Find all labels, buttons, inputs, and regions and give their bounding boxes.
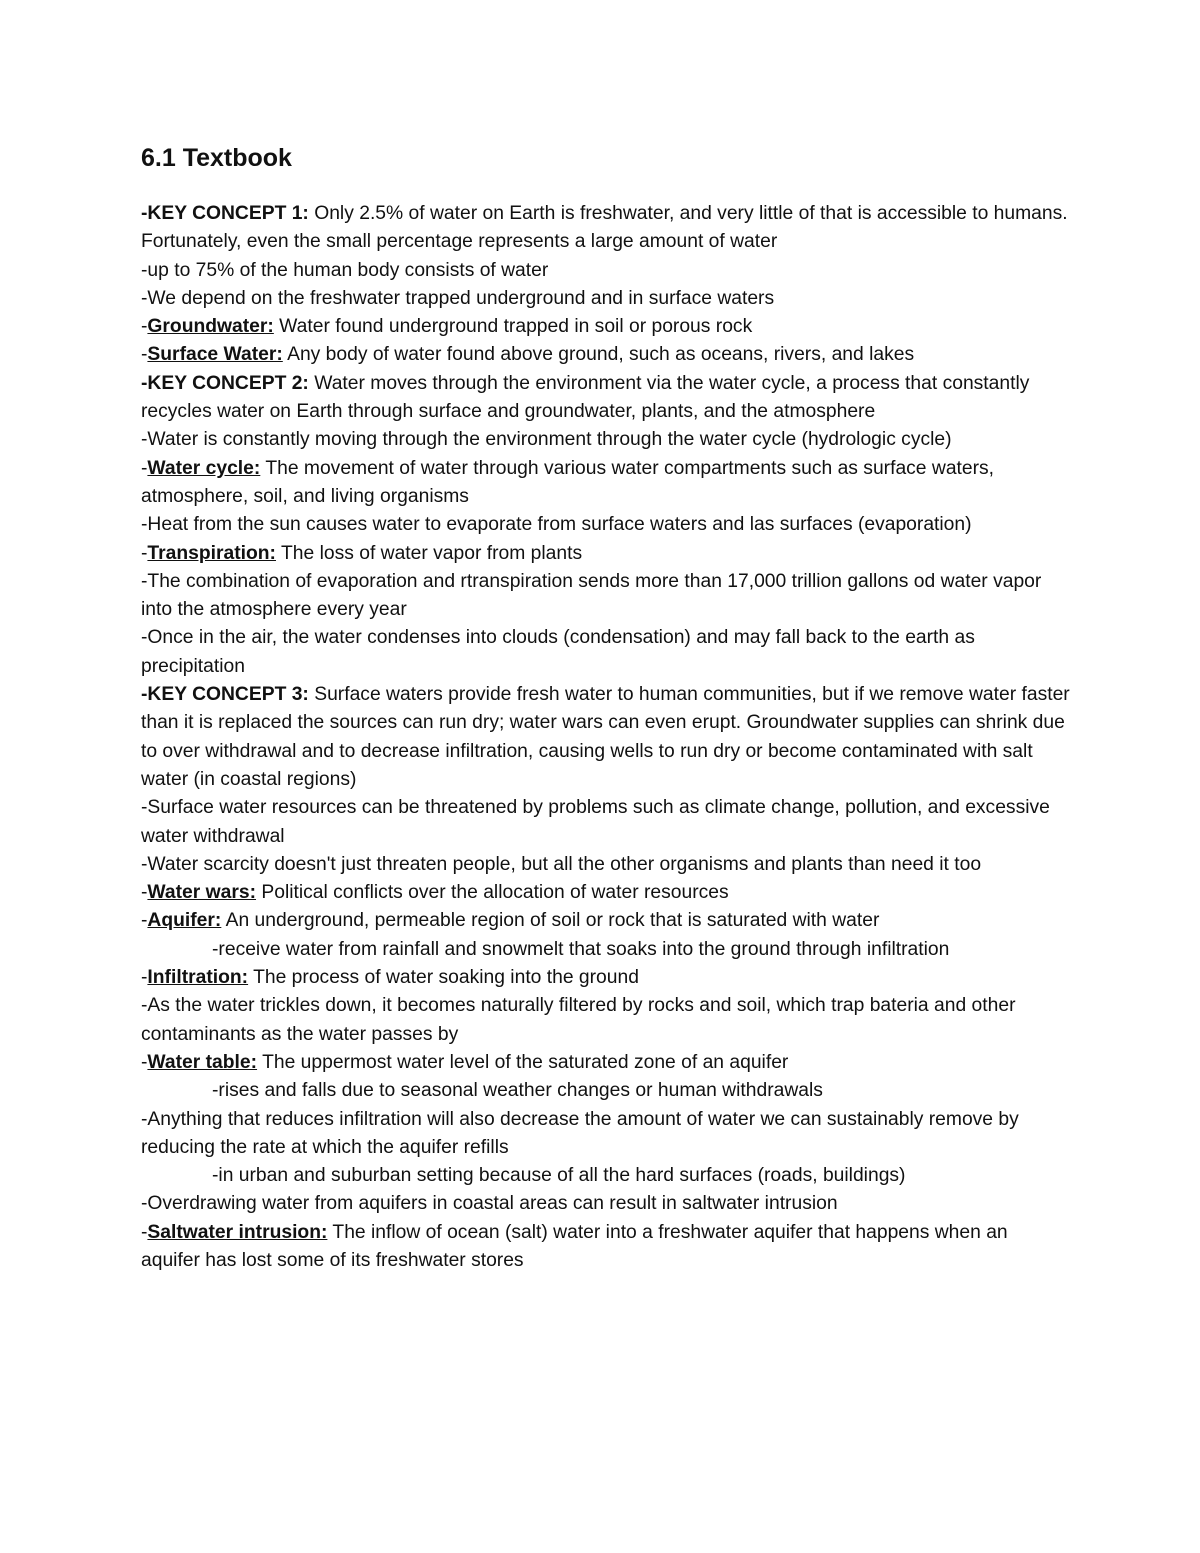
paragraph-text: -rises and falls due to seasonal weather changes or human withdrawals [212,1080,823,1102]
paragraph [141,285,1071,313]
key-concept-label: -KEY CONCEPT 3: [141,684,309,706]
paragraph-text: -We depend on the freshwater trapped underground and in surface waters [141,287,775,309]
paragraph [141,1190,1071,1218]
definition-term: Groundwater: [147,316,274,338]
document-body [141,200,1071,1275]
paragraph [141,200,1071,257]
paragraph-text: The process of water soaking into the ground [248,967,639,989]
paragraph-text: The movement of water through various water compartments such as surface waters, atmosphere, soil, and living organisms [141,457,995,507]
paragraph-text: Surface waters provide fresh water to human communities, but if we remove water faster than it is replaced the sources can run dry; water wars can even erupt. Groundwater supplies can shrink due to over withdrawal and to decrease infiltration, causing wells to run dry or become contaminated with salt water (in coastal regions) [141,684,1070,790]
paragraph [141,851,1071,879]
paragraph-text: An underground, permeable region of soil or rock that is saturated with water [221,910,880,932]
definition-term: Water table: [147,1051,258,1073]
paragraph [141,879,1071,907]
paragraph [141,794,1071,851]
paragraph-text: -The combination of evaporation and rtranspiration sends more than 17,000 trillion gallons od water vapor into the atmosphere every year [141,570,1042,621]
paragraph [141,992,1071,1049]
paragraph-text: -up to 75% of the human body consists of water [141,259,549,281]
paragraph [141,936,1071,964]
paragraph-prefix: - [141,882,148,904]
paragraph-text: Political conflicts over the allocation of water resources [256,882,729,904]
paragraph-text: Only 2.5% of water on Earth is freshwater, and very little of that is accessible to humans. Fortunately, even the small percentage represents a large amount of water [141,203,1068,253]
paragraph [141,511,1071,539]
paragraph [141,370,1071,427]
paragraph-text: -Water is constantly moving through the environment through the water cycle (hydrologic cycle) [141,429,952,451]
paragraph-text: -As the water trickles down, it becomes naturally filtered by rocks and soil, which trap bateria and other contaminants as the water passes by [141,995,1016,1045]
definition-term: Saltwater intrusion: [147,1221,328,1243]
paragraph-text: -Surface water resources can be threatened by problems such as climate change, pollution, and excessive water withdrawal [141,797,1050,847]
paragraph [141,1077,1071,1105]
key-concept-label: -KEY CONCEPT 2: [141,372,309,394]
paragraph-text: The inflow of ocean (salt) water into a freshwater aquifer that happens when an aquifer has lost some of its freshwater stores [141,1221,1008,1271]
paragraph [141,455,1071,512]
document-page [141,140,1071,1275]
paragraph-prefix: - [141,910,148,932]
paragraph [141,681,1071,794]
paragraph [141,341,1071,369]
definition-term: Aquifer: [147,910,222,932]
paragraph [141,907,1071,935]
paragraph-text: -Heat from the sun causes water to evaporate from surface waters and las surfaces (evaporation) [141,514,972,536]
paragraph [141,1162,1071,1190]
paragraph-prefix: - [141,316,148,338]
paragraph-text: Water found underground trapped in soil or porous rock [273,316,753,338]
paragraph [141,1219,1071,1276]
paragraph-text: -Water scarcity doesn't just threaten people, but all the other organisms and plants than need it too [141,853,982,875]
paragraph [141,313,1071,341]
paragraph-text: The loss of water vapor from plants [275,542,583,564]
paragraph [141,568,1071,625]
paragraph-text: -Anything that reduces infiltration will also decrease the amount of water we can sustainably remove by reducing the rate at which the aquifer refills [141,1108,1019,1158]
definition-term: Water wars: [147,882,257,904]
paragraph-prefix: - [141,457,148,479]
document-title: 6.1 Textbook [141,144,292,172]
paragraph [141,426,1071,454]
paragraph [141,624,1071,681]
paragraph [141,257,1071,285]
paragraph-prefix: - [141,967,148,989]
paragraph [141,540,1071,568]
paragraph [141,964,1071,992]
paragraph-text: -receive water from rainfall and snowmelt that soaks into the ground through infiltration [212,938,950,960]
paragraph-text: Water moves through the environment via the water cycle, a process that constantly recycles water on Earth through surface and groundwater, plants, and the atmosphere [141,372,1030,423]
paragraph-prefix: - [141,344,148,366]
paragraph-text: The uppermost water level of the saturated zone of an aquifer [257,1051,789,1073]
definition-term: Infiltration: [147,967,249,989]
paragraph-prefix: - [141,1051,148,1073]
paragraph-text: -Overdrawing water from aquifers in coastal areas can result in saltwater intrusion [141,1193,838,1215]
paragraph-text: Any body of water found above ground, such as oceans, rivers, and lakes [282,344,915,366]
paragraph-text: -Once in the air, the water condenses into clouds (condensation) and may fall back to the earth as precipitation [141,627,975,677]
key-concept-label: -KEY CONCEPT 1: [141,203,309,224]
paragraph [141,1049,1071,1077]
paragraph-prefix: - [141,1221,148,1243]
paragraph-prefix: - [141,542,148,564]
definition-term: Transpiration: [147,542,276,564]
definition-term: Surface Water: [147,344,283,366]
definition-term: Water cycle: [147,457,261,479]
paragraph-text: -in urban and suburban setting because of all the hard surfaces (roads, buildings) [212,1165,906,1187]
paragraph [141,1106,1071,1163]
